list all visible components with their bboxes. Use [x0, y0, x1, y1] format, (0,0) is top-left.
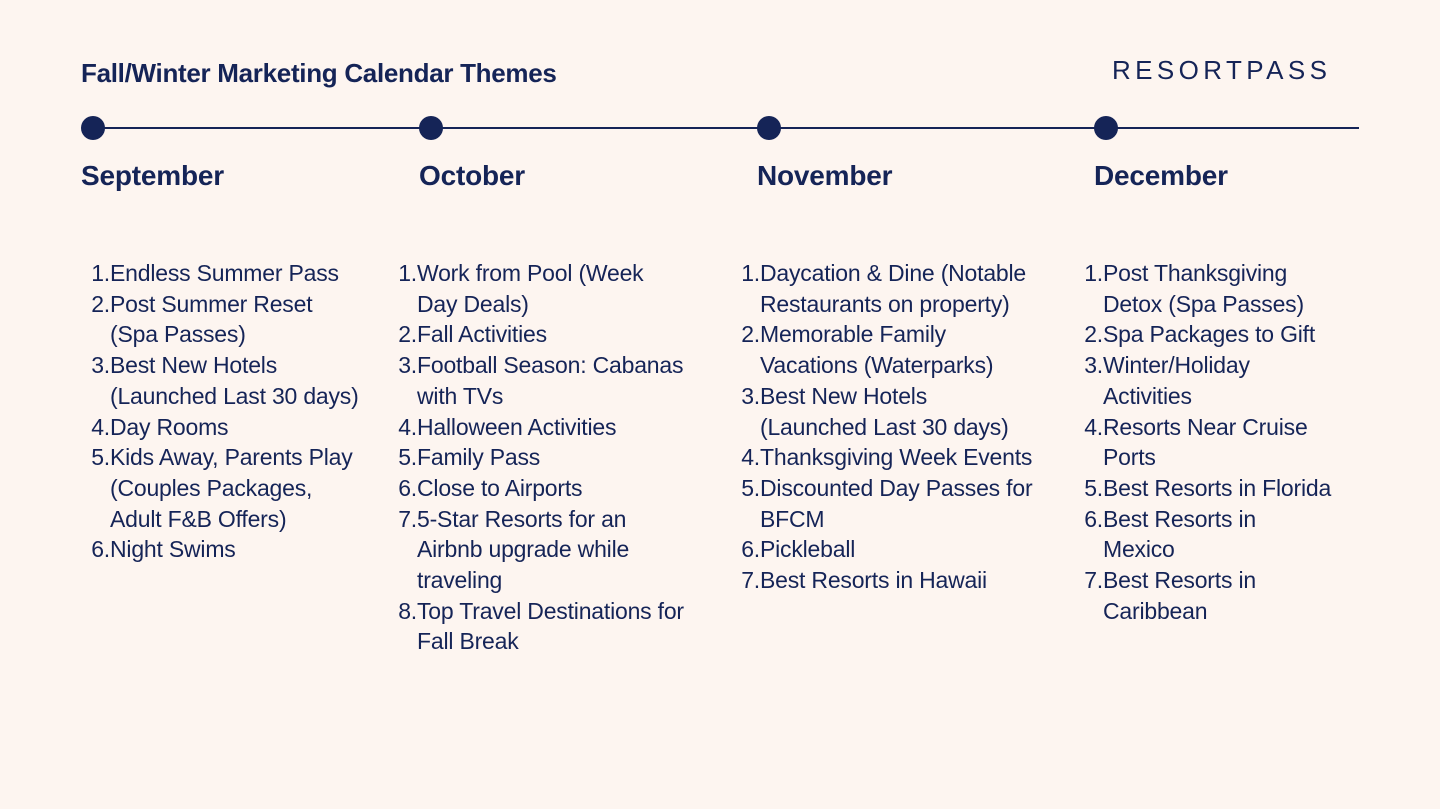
list-item: [741, 381, 1035, 442]
list-number: 5.: [91, 444, 110, 471]
list-number: 3.: [398, 352, 417, 379]
timeline-line: [94, 127, 1359, 129]
list-number: 6.: [91, 536, 110, 563]
list-item-text: Best Resorts in Hawaii: [760, 567, 987, 594]
list-number: 5.: [398, 444, 417, 471]
list-item-text: Close to Airports: [417, 474, 583, 501]
list-item: [398, 319, 687, 350]
list-number: 1.: [1084, 260, 1103, 286]
list-item: [1084, 350, 1333, 411]
list-number: 5.: [741, 474, 760, 501]
list-item-text: Pickleball: [760, 536, 856, 563]
list-item-text: Work from Pool (Week Day Deals): [417, 260, 644, 317]
list-number: 7.: [1084, 567, 1103, 594]
list-item-text: Spa Packages to Gift: [1103, 321, 1316, 348]
list-number: 6.: [1084, 505, 1103, 532]
list-item: [91, 412, 360, 443]
list-item: [398, 412, 687, 443]
month-heading-september: September: [81, 160, 224, 191]
list-item: [91, 442, 360, 534]
timeline-dot-december: [1094, 116, 1118, 140]
list-item-text: Winter/Holiday Activities: [1103, 352, 1250, 409]
list-item: [91, 534, 360, 565]
list-item-text: Thanksgiving Week Events: [760, 444, 1033, 471]
list-number: 7.: [398, 505, 417, 532]
list-item: [1084, 258, 1333, 319]
list-item: [91, 258, 360, 289]
month-heading-october: October: [419, 160, 525, 191]
list-item: [1084, 504, 1333, 565]
list-item: [398, 350, 687, 411]
list-item-text: Daycation & Dine (Notable Restaurants on property): [760, 260, 1027, 317]
list-item: [1084, 412, 1333, 473]
list-number: 2.: [1084, 321, 1103, 348]
list-number: 5.: [1084, 474, 1103, 501]
page-title: Fall/Winter Marketing Calendar Themes: [81, 58, 557, 88]
list-number: 2.: [398, 321, 417, 348]
list-item-text: Best Resorts in Florida: [1103, 474, 1332, 501]
list-number: 6.: [398, 474, 417, 501]
list-number: 8.: [398, 597, 417, 624]
list-number: 6.: [741, 536, 760, 563]
list-number: 3.: [1084, 352, 1103, 379]
theme-list-september: [91, 258, 360, 565]
theme-list-november: [741, 258, 1035, 596]
list-item: [398, 258, 687, 319]
list-item: [1084, 565, 1333, 626]
list-item-text: Discounted Day Passes for BFCM: [760, 474, 1033, 532]
timeline-dot-november: [757, 116, 781, 140]
list-number: 4.: [398, 413, 417, 440]
list-number: 1.: [398, 260, 417, 286]
list-item-text: Resorts Near Cruise Ports: [1103, 413, 1308, 471]
list-item: [398, 504, 687, 596]
list-item: [741, 258, 1035, 319]
list-item-text: Night Swims: [110, 536, 236, 563]
list-item-text: Best Resorts in Caribbean: [1103, 567, 1256, 624]
list-item: [741, 442, 1035, 473]
list-item-text: Kids Away, Parents Play (Couples Packages, Adult F&B Offers): [110, 444, 353, 532]
list-item: [741, 319, 1035, 380]
list-item-text: 5-Star Resorts for an Airbnb upgrade while traveling: [417, 505, 630, 594]
month-heading-november: November: [757, 160, 893, 191]
list-number: 2.: [91, 290, 110, 317]
list-item-text: Football Season: Cabanas with TVs: [417, 352, 684, 409]
theme-list-december: [1084, 258, 1333, 626]
list-item-text: Memorable Family Vacations (Waterparks): [760, 321, 994, 379]
list-item-text: Best Resorts in Mexico: [1103, 505, 1256, 563]
list-item: [1084, 473, 1333, 504]
list-item-text: Top Travel Destinations for Fall Break: [417, 597, 684, 655]
list-number: 7.: [741, 567, 760, 594]
list-number: 2.: [741, 321, 760, 348]
list-item: [741, 473, 1035, 534]
list-number: 4.: [741, 444, 760, 471]
list-item-text: Post Summer Reset (Spa Passes): [110, 290, 313, 348]
list-item-text: Family Pass: [417, 444, 541, 471]
list-item: [398, 442, 687, 473]
list-item: [741, 565, 1035, 596]
list-item-text: Fall Activities: [417, 321, 547, 348]
list-number: 4.: [1084, 413, 1103, 440]
list-item-text: Best New Hotels (Launched Last 30 days): [110, 352, 359, 409]
list-number: 4.: [91, 413, 110, 440]
list-item: [398, 473, 687, 504]
list-number: 1.: [91, 260, 110, 286]
list-item: [398, 596, 687, 657]
list-item: [91, 289, 360, 350]
timeline-dot-september: [81, 116, 105, 140]
list-item-text: Best New Hotels (Launched Last 30 days): [760, 382, 1009, 440]
list-item: [91, 350, 360, 411]
timeline-dot-october: [419, 116, 443, 140]
month-heading-december: December: [1094, 160, 1228, 191]
list-number: 3.: [91, 352, 110, 379]
list-number: 3.: [741, 382, 760, 409]
list-item-text: Halloween Activities: [417, 413, 617, 440]
resortpass-logo: RESORTPASS: [1112, 55, 1332, 85]
list-item-text: Post Thanksgiving Detox (Spa Passes): [1103, 260, 1304, 317]
list-item: [741, 534, 1035, 565]
list-number: 1.: [741, 260, 760, 286]
list-item: [1084, 319, 1333, 350]
list-item-text: Day Rooms: [110, 413, 229, 440]
list-item-text: Endless Summer Pass: [110, 260, 339, 286]
theme-list-october: [398, 258, 687, 657]
